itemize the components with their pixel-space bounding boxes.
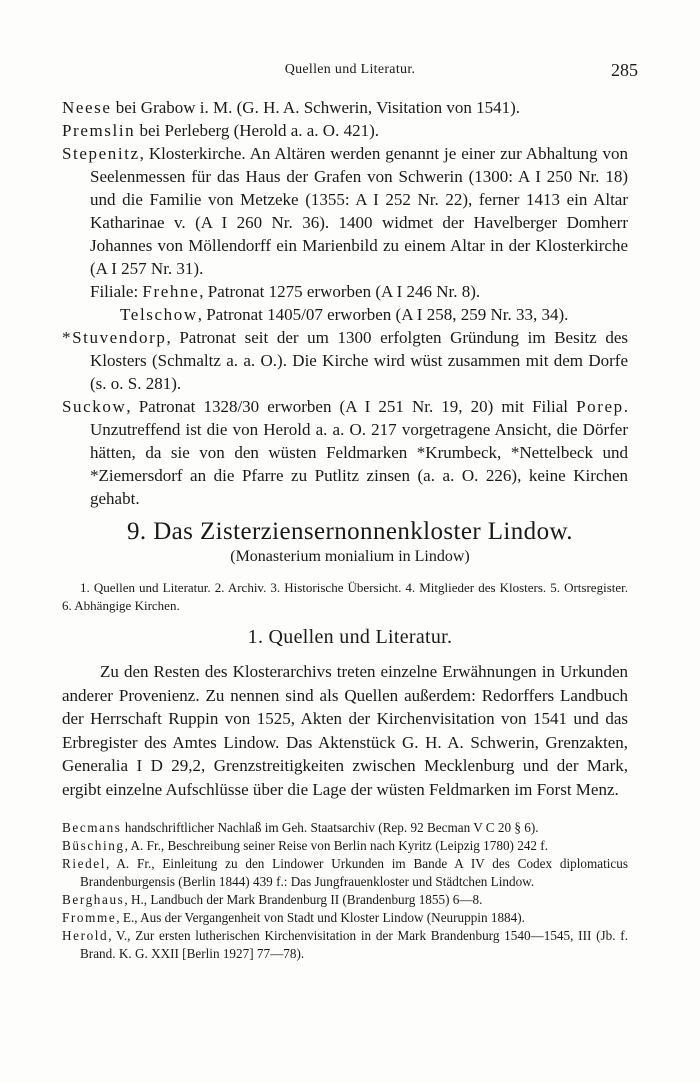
- bibliography: [62, 819, 628, 963]
- section-title: 1. Quellen und Literatur.: [247, 626, 453, 648]
- chapter-contents: 1. Quellen und Literatur. 2. Archiv. 3. Historische Übersicht. 4. Mitglieder des Klosters. 5. Ortsregister. 6. Abhängige Kirchen.: [62, 580, 628, 613]
- entry-stepenitz: [62, 142, 628, 280]
- entry-stuvendorp: [62, 326, 628, 395]
- entry-text: bei Grabow i. M. (G. H. A. Schwerin, Visitation von 1541).: [111, 98, 521, 117]
- section-body: Zu den Resten des Klosterarchivs treten einzelne Erwähnungen in Urkunden anderer Provenienz. Zu nennen sind als Quellen außerdem: Redorffers Landbuch der Herrschaft Ruppin von 1525, Akten der Kirchenvisitation von 1541 und das Erbregister des Amtes Lindow. Das Aktenstück G. H. A. Schwerin, Grenzakten, Generalia I D 29,2, Grenzstreitigkeiten zwischen Mecklenburg und der Mark, ergibt einzelne Aufschlüsse über die Lage der wüsten Feldmarken im Forst Menz.: [62, 662, 628, 799]
- entry-neese: [62, 96, 628, 119]
- bibliography-text: , A. Fr., Beschreibung seiner Reise von Berlin nach Kyritz (Leipzig 1780) 242 f.: [124, 838, 548, 853]
- bibliography-author: Fromme: [62, 910, 117, 925]
- bibliography-item: [62, 855, 628, 891]
- entry-premslin: [62, 119, 628, 142]
- entry-text-continued: . Unzutreffend ist die von Herold a. a. O. 217 vorgetragene Ansicht, die Dörfer hätten, da sie von den wüsten Feldmarken *Krumbeck, *Nettelbeck und *Ziemersdorf an die Pfarre zu Putlitz zinsen (a. a. O. 226), keine Kirchen gehabt.: [90, 397, 628, 508]
- bibliography-item: [62, 909, 628, 927]
- chapter-subtitle: (Monasterium monialium in Lindow): [230, 548, 470, 565]
- bibliography-author: Berghaus: [62, 892, 125, 907]
- running-head: Quellen und Literatur.: [284, 62, 416, 77]
- bibliography-author: Becmans: [62, 820, 122, 835]
- bibliography-item: [62, 927, 628, 963]
- page-header: [0, 62, 700, 82]
- bibliography-text: , A. Fr., Einleitung zu den Lindower Urkunden im Bande A IV des Codex diplomaticus Brandenburgensis (Berlin 1844) 439 f.: Das Jungfrauenkloster und Städtchen Lindow.: [80, 856, 628, 889]
- bibliography-text: , V., Zur ersten lutherischen Kirchenvisitation in der Mark Brandenburg 1540—1545, III (Jb. f. Brand. K. G. XXII [Berlin 1927] 77—78).: [80, 928, 628, 961]
- filiale-text: , Patronat 1405/07 erworben (A I 258, 259 Nr. 33, 34).: [197, 305, 569, 324]
- bibliography-text: , H., Landbuch der Mark Brandenburg II (Brandenburg 1855) 6—8.: [124, 892, 483, 907]
- chapter-title: 9. Das Zisterziensernonnenkloster Lindow.: [127, 518, 573, 545]
- entry-text: bei Perleberg (Herold a. a. O. 421).: [135, 121, 379, 140]
- parish-entries: [62, 96, 628, 510]
- bibliography-author: Riedel: [62, 856, 107, 871]
- filiale-name: Telschow: [120, 305, 198, 324]
- entry-place-name: Suckow: [62, 397, 127, 416]
- bibliography-text: handschriftlicher Nachlaß im Geh. Staatsarchiv (Rep. 92 Becman V C 20 § 6).: [121, 820, 539, 835]
- entry-stepenitz-filiale: [62, 280, 628, 303]
- entry-text: , Patronat 1328/30 erworben (A I 251 Nr. 19, 20) mit Filial: [126, 397, 577, 416]
- entry-stepenitz-telschow: [62, 303, 628, 326]
- entry-place-name: Stepenitz: [62, 144, 140, 163]
- bibliography-item: [62, 891, 628, 909]
- bibliography-text: , E., Aus der Vergangenheit von Stadt und Kloster Lindow (Neuruppin 1884).: [116, 910, 525, 925]
- entry-place-name: Premslin: [62, 121, 136, 140]
- bibliography-author: Herold: [62, 928, 109, 943]
- entry-place-name: *Stuvendorp: [62, 328, 167, 347]
- entry-place-name: Neese: [62, 98, 112, 117]
- filiale-text: , Patronat 1275 erworben (A I 246 Nr. 8).: [199, 282, 481, 301]
- filial-name: Porep: [576, 397, 624, 416]
- bibliography-author: Büsching: [62, 838, 125, 853]
- page-number: 285: [611, 60, 638, 80]
- entry-text: , Patronat seit der um 1300 erfolgten Gründung im Besitz des Klosters (Schmaltz a. a. O.). Die Kirche wird wüst zusammen mit dem Dorfe (s. o. S. 281).: [90, 328, 628, 393]
- entry-text: , Klosterkirche. An Altären werden genannt je einer zur Abhaltung von Seelenmessen für das Haus der Grafen von Schwerin (1300: A I 250 Nr. 18) und die Familie von Metzeke (1355: A I 252 Nr. 22), ferner 1413 ein Altar Katharinae v. (A I 260 Nr. 36). 1400 widmet der Havelberger Domherr Johannes von Möllendorff ein Marienbild zu einem Altar in der Klosterkirche (A I 257 Nr. 31).: [90, 144, 628, 278]
- filiale-label: Filiale:: [90, 282, 143, 301]
- entry-suckow: [62, 395, 628, 510]
- bibliography-item: [62, 819, 628, 837]
- filiale-name: Frehne: [142, 282, 200, 301]
- bibliography-item: [62, 837, 628, 855]
